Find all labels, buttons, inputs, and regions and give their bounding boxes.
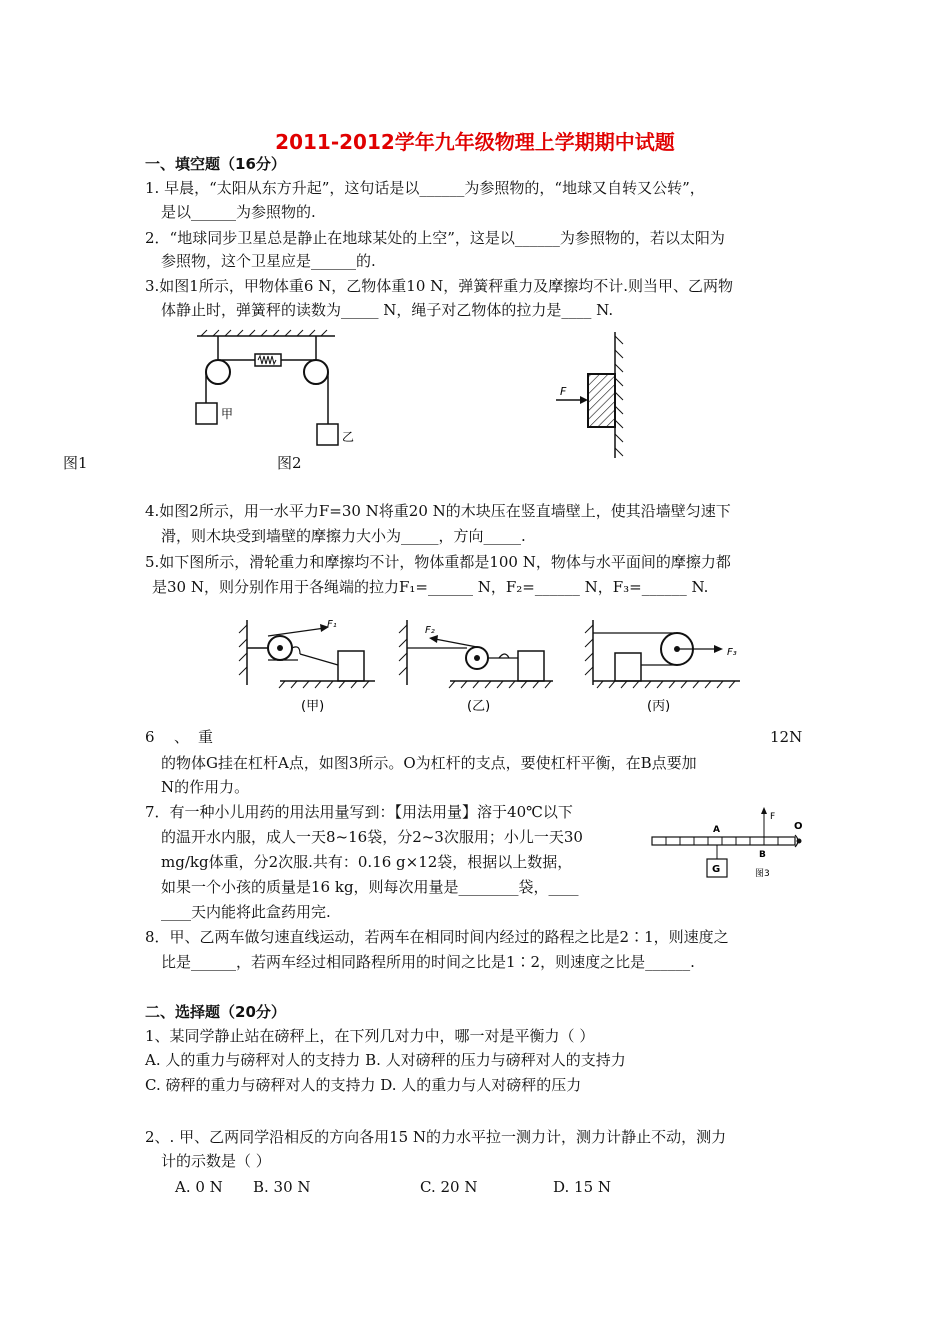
lever-label-A: A <box>713 825 720 835</box>
figure1-pulley-spring <box>185 328 360 450</box>
q4-line2: 滑，则木块受到墙壁的摩擦力大小为_____，方向_____. <box>161 527 526 545</box>
c2-line2: 计的示数是（ ） <box>161 1152 271 1170</box>
q6-comma: 、 <box>174 728 190 746</box>
q8-line1: 8．甲、乙两车做匀速直线运动，若两车在相同时间内经过的路程之比是2∶1，则速度之 <box>145 928 729 946</box>
q7-line2: 的温开水内服，成人一天8~16袋，分2~3次服用；小儿一天30 <box>161 828 583 846</box>
pulley-caption-bing: (丙) <box>647 699 671 714</box>
q3-line2: 体静止时，弹簧秤的读数为_____ N，绳子对乙物体的拉力是____ N. <box>161 301 614 319</box>
section-choice-heading: 二、选择题（20分） <box>145 1003 286 1021</box>
pulley-caption-yi: (乙) <box>467 699 491 714</box>
c2-option-a: A. 0 N <box>175 1178 223 1196</box>
pulley-bing <box>585 620 740 714</box>
q2-line2: 参照物，这个卫星应是______的. <box>161 252 376 270</box>
figure2-block-wall <box>550 330 635 460</box>
q1-line1: 1. 早晨，“太阳从东方升起”，这句话是以______为参照物的，“地球又自转又公转”， <box>145 179 705 197</box>
q4-line1: 4.如图2所示，用一水平力F=30 N将重20 N的木块压在竖直墙壁上，使其沿墙壁匀速下 <box>145 502 731 520</box>
q6-weight: 12N <box>770 728 803 746</box>
fig2-label-F: F <box>560 385 567 398</box>
c1-line1: 1、某同学静止站在磅秤上，在下列几对力中，哪一对是平衡力（ ） <box>145 1027 595 1045</box>
figure3-lever <box>648 805 813 883</box>
q7-line4: 如果一个小孩的质量是16 kg，则每次用量是________袋，____ <box>161 878 579 896</box>
pulley-yi <box>399 620 553 714</box>
q7-line1: 7．有一种小儿用药的用法用量写到：【用法用量】溶于40℃以下 <box>145 803 573 821</box>
section-fill-heading: 一、填空题（16分） <box>145 155 286 173</box>
lever-label-B: B <box>759 850 766 860</box>
pulley-jia <box>239 619 375 714</box>
q8-line2: 比是______，若两车经过相同路程所用的时间之比是1∶2，则速度之比是______. <box>161 953 695 971</box>
q6-line3: N的作用力。 <box>161 778 250 796</box>
fig1-label-yi: 乙 <box>342 430 355 444</box>
c1-option-cd: C. 磅秤的重力与磅秤对人的支持力 D. 人的重力与人对磅秤的压力 <box>145 1076 582 1094</box>
q3-line1: 3.如图1所示，甲物体重6 N，乙物体重10 N，弹簧秤重力及摩擦均不计.则当甲、乙两物 <box>145 277 734 295</box>
figure3-caption: 图3 <box>755 869 770 879</box>
figure1-caption: 图1 <box>63 454 88 472</box>
q5-line1: 5.如下图所示，滑轮重力和摩擦均不计，物体重都是100 N，物体与水平面间的摩擦力都 <box>145 553 731 571</box>
q2-line1: 2．“地球同步卫星总是静止在地球某处的上空”，这是以______为参照物的，若以太阳为 <box>145 229 725 247</box>
q1-line2: 是以______为参照物的. <box>161 203 316 221</box>
q6-number: 6 <box>145 728 155 746</box>
q6-zhong: 重 <box>198 728 214 746</box>
page-title: 2011-2012学年九年级物理上学期期中试题 <box>275 130 675 154</box>
c2-line1: 2、. 甲、乙两同学沿相反的方向各用15 N的力水平拉一测力计，测力计静止不动，测力 <box>145 1128 727 1146</box>
q5-line2: 是30 N，则分别作用于各绳端的拉力F₁=______ N，F₂=______ N，F₃=______ N. <box>152 578 709 596</box>
fig1-label-jia: 甲 <box>221 407 234 421</box>
c1-option-ab: A. 人的重力与磅秤对人的支持力 B. 人对磅秤的压力与磅秤对人的支持力 <box>145 1051 626 1069</box>
lever-label-O: O <box>794 821 803 832</box>
q7-line3: mg/kg体重，分2次服.共有：0.16 g×12袋，根据以上数据， <box>161 853 573 871</box>
c2-option-b: B. 30 N <box>253 1178 311 1196</box>
q6-line2: 的物体G挂在杠杆A点，如图3所示。O为杠杆的支点，要使杠杆平衡，在B点要加 <box>161 754 697 772</box>
figure-pulleys-three <box>235 615 755 715</box>
pulley-label-F3: F₃ <box>727 647 737 658</box>
pulley-caption-jia: (甲) <box>301 699 325 714</box>
pulley-label-F2: F₂ <box>425 625 435 636</box>
figure2-caption: 图2 <box>277 454 302 472</box>
c2-option-c: C. 20 N <box>420 1178 478 1196</box>
q7-line5: ____天内能将此盒药用完. <box>161 903 331 921</box>
pulley-label-F1: F₁ <box>327 619 337 630</box>
lever-label-F: F <box>770 812 776 822</box>
lever-label-G: G <box>712 864 721 875</box>
c2-option-d: D. 15 N <box>553 1178 612 1196</box>
